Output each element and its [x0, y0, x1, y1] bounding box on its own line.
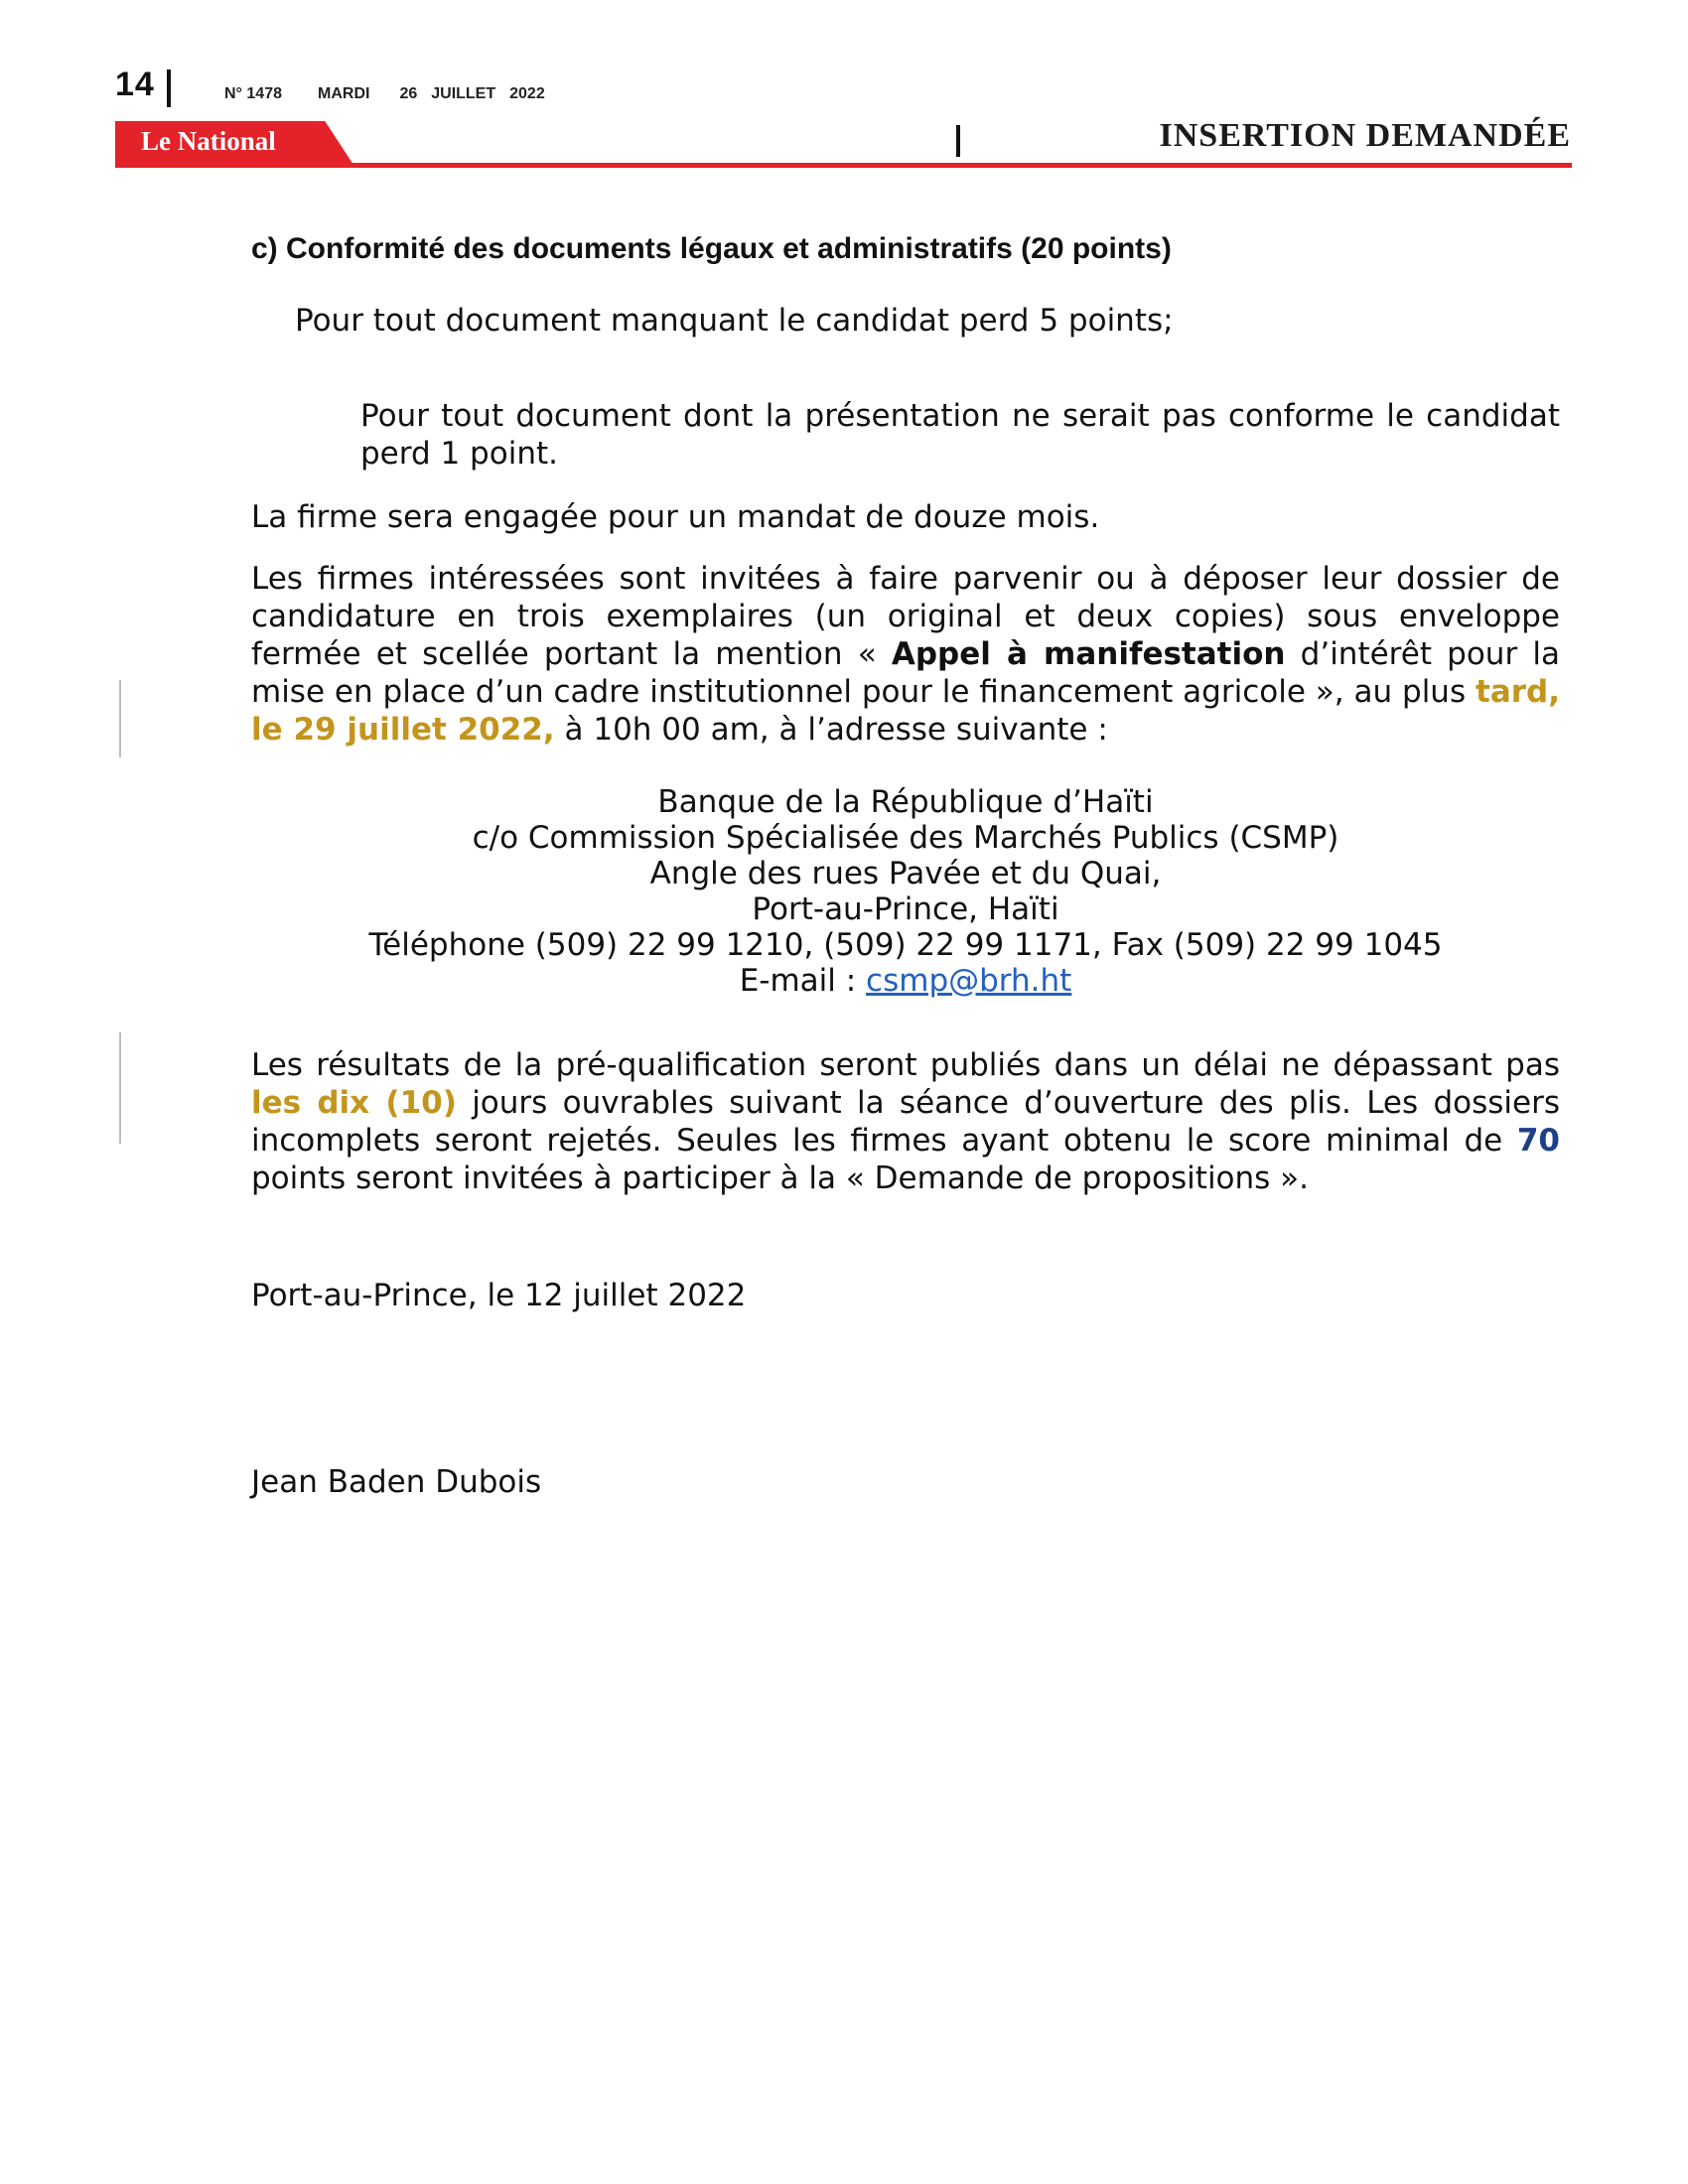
mandate-paragraph: La firme sera engagée pour un mandat de douze mois.	[251, 499, 1100, 535]
issue-info	[224, 85, 575, 103]
section-title: INSERTION DEMANDÉE	[1159, 117, 1571, 154]
margin-mark	[119, 1032, 121, 1144]
results-paragraph	[251, 1046, 1560, 1197]
invitation-text: à 10h 00 am, à l’adresse suivante :	[554, 712, 1108, 748]
address-block	[251, 784, 1560, 999]
page-number: 14	[115, 66, 155, 103]
invitation-text: d’intérêt pour la mise en place d’un cadre institutionnel pour le financement agricole », au plus	[251, 636, 1560, 710]
results-text: jours ouvrables suivant la séance d’ouverture des plis. Les dossiers incomplets seront rejetés. Seules les firmes ayant obtenu le score minimal de	[251, 1085, 1560, 1159]
header-rule	[115, 163, 1572, 168]
document-body	[251, 230, 1560, 1501]
issue-number: N° 1478	[224, 85, 282, 102]
newspaper-logo: Le National	[141, 126, 276, 156]
email-link[interactable]: csmp@brh.ht	[866, 963, 1072, 999]
results-text: points seront invitées à participer à la « Demande de propositions ».	[251, 1160, 1309, 1196]
address-line: Port-au-Prince, Haïti	[752, 891, 1059, 927]
issue-year: 2022	[509, 85, 545, 102]
place-and-date: Port-au-Prince, le 12 juillet 2022	[251, 1278, 747, 1313]
criterion-nonconform-document: Pour tout document dont la présentation ne serait pas conforme le candidat perd 1 point.	[360, 398, 1560, 472]
margin-mark	[119, 680, 121, 757]
issue-day: MARDI	[318, 85, 370, 102]
address-line: c/o Commission Spécialisée des Marchés Publics (CSMP)	[472, 820, 1339, 856]
invitation-paragraph	[251, 560, 1560, 749]
minimum-score: 70	[1516, 1123, 1560, 1159]
deadline-highlight: tard, le 29 juillet 2022,	[251, 674, 1560, 748]
signature-name: Jean Baden Dubois	[251, 1464, 542, 1500]
page-number-divider	[167, 69, 171, 107]
address-line: Banque de la République d’Haïti	[657, 784, 1154, 820]
section-divider	[956, 125, 960, 157]
issue-date-day: 26	[399, 85, 418, 102]
section-subheading: c) Conformité des documents légaux et administratifs (20 points)	[251, 232, 1172, 265]
results-text: Les résultats de la pré-qualification seront publiés dans un délai ne dépassant pas	[251, 1047, 1560, 1083]
email-label: E-mail :	[739, 963, 867, 999]
email-line	[251, 963, 1560, 999]
invitation-text: Les firmes intéressées sont invitées à faire parvenir ou à déposer leur dossier de candidature en trois exemplaires (un original et deux copies) sous enveloppe fermée et scellée portant la mention «	[251, 561, 1560, 672]
criterion-missing-document: Pour tout document manquant le candidat perd 5 points;	[295, 303, 1174, 339]
address-line: Angle des rues Pavée et du Quai,	[649, 856, 1162, 891]
invitation-bold-mention: Appel à manifestation	[891, 636, 1286, 672]
days-highlight: les dix (10)	[251, 1085, 457, 1121]
phone-line: Téléphone (509) 22 99 1210, (509) 22 99 1171, Fax (509) 22 99 1045	[368, 927, 1443, 963]
issue-month: JUILLET	[431, 85, 496, 102]
